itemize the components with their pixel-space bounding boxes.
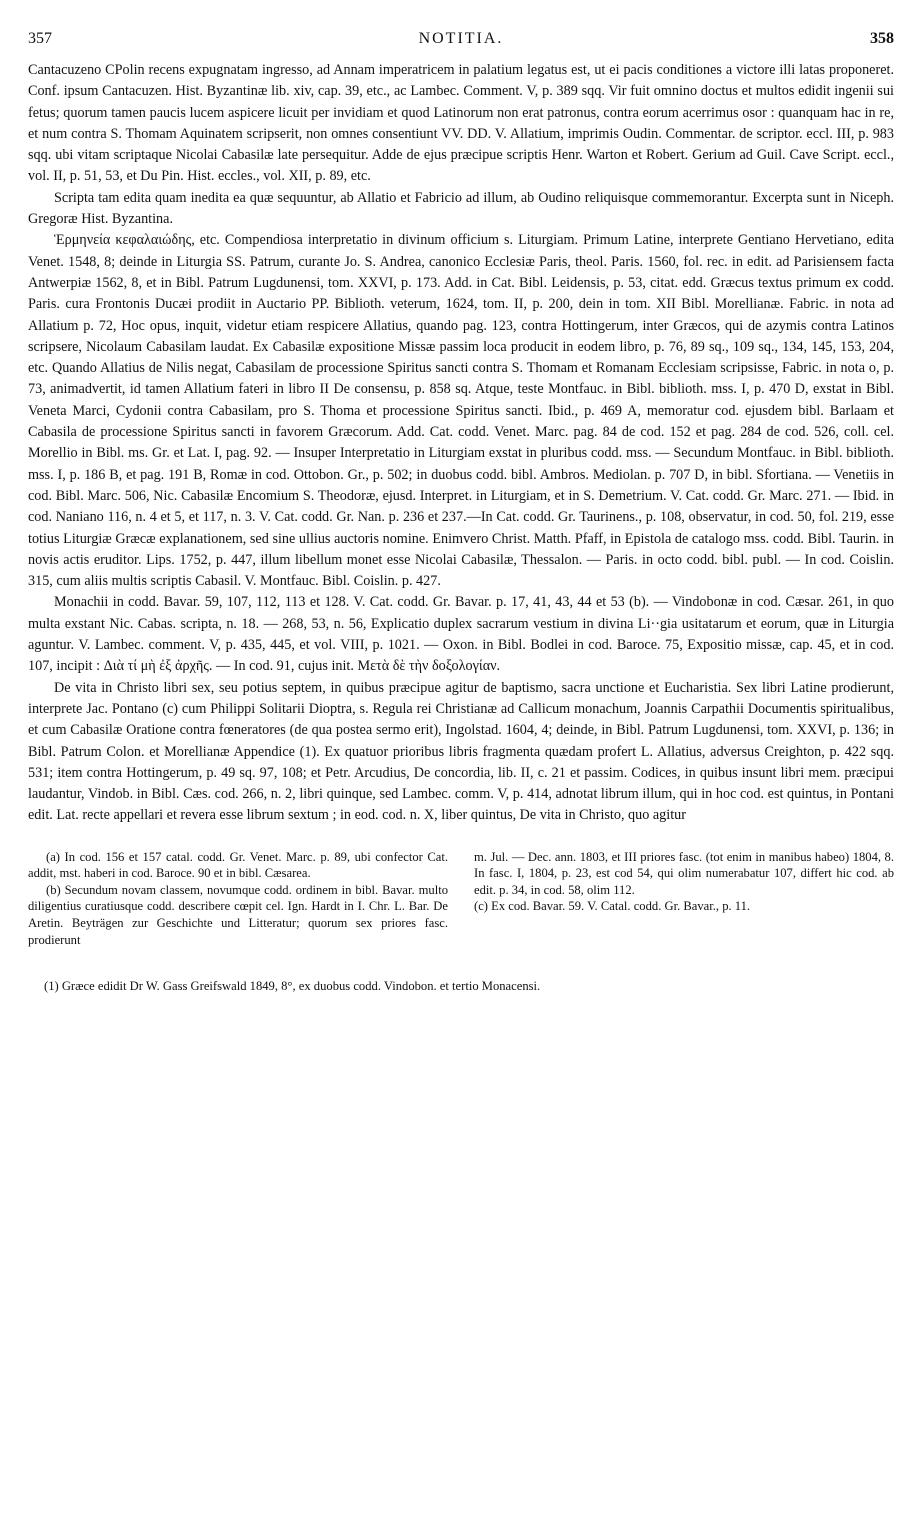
paragraph: Cantacuzeno CPolin recens expugnatam ingresso, ad Annam imperatricem in palatium legatus est, ut ei pacis conditiones a victore illi latas proponeret. Conf. ipsum Cantacuzen. Hist. Byzantinæ lib. xiv, cap. 39, etc., ac Lambec. Comment. V, p. 389 sqq. Vir fuit omnino doctus et multos edidit ingenii sui fetus; quorum tamen paucis lucem aspicere licuit per invidiam et quod Latinorum non erat patronus, contra eorum acerrimus osor : quanquam hac in re, et num contra S. Thomam Aquinatem scripserit, non omnes consentiunt VV. DD. V. Allatium, imprimis Oudin. Commentar. de scriptor. eccl. III, p. 983 sqq. ubi vitam scriptaque Nicolai Cabasilæ late persequitur. Adde de ejus præcipue scriptis Henr. Warton et Robert. Gerium ad Guil. Cave Script. eccl., vol. II, p. 51, 53, et Du Pin. Hist. eccles., vol. XII, p. 89, etc. (28, 62, 894, 185)
paragraph: Ἑρμηνεία κεφαλαιώδης, etc. Compendiosa interpretatio in divinum officium s. Liturgiam. Primum Latine, interprete Gentiano Hervetiano, edita Venet. 1548, 8; deinde in Liturgia SS. Patrum, curante Jo. S. Andrea, canonico Ecclesiæ Paris, theol. Paris. 1560, fol. rec. in edit. ad Parisiensem facta Antwerpiæ 1562, 8, et in Bibl. Patrum Lugdunensi, tom. XXVI, p. 173. Add. in Cat. Bibl. Leidensis, p. 53, citat. edd. Græcus textus primum ex codd. Paris. cura Frontonis Ducæi prodiit in Auctario PP. Biblioth. veterum, 1624, tom. II, p. 200, dein in tom. XII Bibl. Morellianæ. Fabric. in nota ad Allatium p. 72, Hoc opus, inquit, videtur etiam respicere Allatius, quando pag. 123, contra Hottingerum, inter Græcos, qui de azymis contra Latinos scripsere, Nicolaum Cabasilam laudat. Ex Cabasilæ expositione Missæ passim loca producit in eodem libro, p. 76, 89 sq., 109 sq., 134, 145, 153, 204, etc. Quando Allatius de Nilis negat, Cabasilam de processione Spiritus sancti contra S. Thomam et Romanam Ecclesiam scripsisse, Fabric. in nota o, p. 73, animadvertit, id tamen Allatium fateri in libro II De consensu, p. 858 sq. Atque, teste Montfauc. in Bibl. biblioth. mss. I, p. 470 D, exstat in Bibl. Veneta Marci, Cydonii contra Cabasilam, pro S. Thoma et processione Spiritus sancti. Ibid., p. 469 A, memoratur cod. ejusdem bibl. Barlaam et Cabasila de processione Spiritus sancti in favorem Græcorum. Add. Cat. codd. Venet. Marc. pag. 84 de cod. 152 et pag. 284 de cod. 526, coll. cel. Morellio in Bibl. ms. Gr. et Lat. I, pag. 92. — Insuper Interpretatio in Liturgiam exstat in pluribus codd. mss. — Secundum Montfauc. in Bibl. biblioth. mss. I, p. 186 B, et pag. 191 B, Romæ in cod. Ottobon. Gr., p. 502; in duobus codd. bibl. Ambros. Mediolan. p. 707 D, in bibl. Sfortiana. — Venetiis in cod. Bibl. Marc. 506, Nic. Cabasilæ Encomium S. Theodoræ, ejusd. Interpret. in Liturgiam, et in S. Demetrium. V. Cat. codd. Gr. Marc. 271. — Ibid. in cod. Naniano 116, n. 4 et 5, et 117, n. 3. V. Cat. codd. Gr. Nan. p. 236 et 237.—In Cat. codd. Gr. Taurinens., p. 108, observatur, in cod. 50, fol. 219, esse totius Liturgiæ Græcæ explanationem, sed sine ullius auctoris nomine. Enimvero Christ. Matth. Pfaff, in Epistola de catalogo mss. codd. Bibl. Taurin. in novis actis eruditor. Lips. 1752, p. 447, illum libellum monet esse Nicolai Cabasilæ, Thessalon. — Paris. in octo codd. bibl. publ. — In cod. Coislin. 315, cum aliis multis scriptis Cabasil. V. Montfauc. Bibl. Coislin. p. 427. (28, 232, 894, 590)
document-page (28, 30, 894, 995)
page-number-right: 358 (870, 30, 894, 47)
footnotes-left-column (28, 849, 448, 949)
footnote-c: (c) Ex cod. Bavar. 59. V. Catal. codd. Gr. Bavar., p. 11. (474, 899, 751, 914)
paragraph: De vita in Christo libri sex, seu potius septem, in quibus præcipue agitur de baptismo, sacra unctione et Eucharistia. Sex libri Latine prodierunt, interprete Jac. Pontano (c) cum Philippi Solitarii Dioptra, s. Regula rei Christianæ ad Callicum monachum, Joannis Carpathii Documentis spiritualibus, et cum Cabasilæ Oratione contra fœneratores (de qua postea sermo erit), Ingolstad. 1604, 4; deinde, in Bibl. Patrum Lugdunensi, tom. XXVI, p. 136; in Bibl. Patrum Colon. et Morellianæ Appendice (1). Ex quatuor prioribus libris fragmenta quædam profert L. Allatius, adversus Creighton, p. 422 sqq. 531; item contra Hottingerum, p. 49 sq. 97, 108; et Petr. Arcudius, De concordia, lib. II, c. 21 et passim. Codices, in quibus insunt libri mem. præcipui laudantur, Vindob. in Bibl. Cæs. cod. 266, n. 2, libri quinque, sed Lambec. comm. V, p. 414, adnotat librum illum, qui in hoc cod. est quintus, in Pontani edit. Lat. recte appellari et revera esse librum sextum ; in eod. cod. n. X, liber quintus, De vita in Christo, quo agitur (28, 679, 894, 824)
footnote-1: (1) Græce edidit Dr W. Gass Greifswald 1849, 8°, ex duobus codd. Vindobon. et tertio Monacensi. (44, 979, 541, 994)
footnotes-right-column (474, 849, 894, 949)
page-header (28, 30, 894, 60)
paragraph: Monachii in codd. Bavar. 59, 107, 112, 113 et 128. V. Cat. codd. Gr. Bavar. p. 17, 41, 43, 44 et 53 (b). — Vindobonæ in cod. Cæsar. 261, in quo multa exstant Nic. Cabas. scripta, n. 18. — 268, 53, n. 56, Explicatio duplex sacrarum vestium in divina Li··gia usitatarum et eorum, quæ in Liturgia aguntur. V. Lambec. comment. V, p. 435, 445, et vol. VIII, p. 1021. — Oxon. in Bibl. Bodlei in cod. Baroce. 75, Expositio missæ, cap. 45, et in cod. 107, incipit : Διὰ τί μὴ ἐξ ἀρχῆς. — In cod. 91, cujus init. Μετὰ δὲ τὴν δοξολογίαν. (28, 594, 894, 675)
main-text (28, 60, 894, 827)
paragraph: Scripta tam edita quam inedita ea quæ sequuntur, ab Allatio et Fabricio ad illum, ab Oudino reliquisque commemorantur. Excerpta sunt in Niceph. Gregoræ Hist. Byzantina. (28, 189, 894, 228)
footnote-b-continued: m. Jul. — Dec. ann. 1803, et III priores fasc. (tot enim in manibus habeo) 1804, 8. In fasc. I, 1804, p. 23, est cod 54, qui olim numerabatur 107, differt hic cod. ab edit. p. 34, in cod. 58, olim 112. (474, 849, 894, 897)
footnote-a: (a) In cod. 156 et 157 catal. codd. Gr. Venet. Marc. p. 89, ubi confector Cat. addit, mst. haberi in cod. Baroce. 90 et in bibl. Cæsarea. (28, 849, 448, 881)
running-title: NOTITIA. (418, 30, 504, 47)
page-number-left: 357 (28, 30, 52, 47)
footnotes (28, 849, 894, 949)
footnote-b: (b) Secundum novam classem, novumque codd. ordinem in bibl. Bavar. multo diligentius curatiusque codd. describere cœpit cel. Ign. Hardt in I. Chr. L. Bar. De Aretin. Beyträgen zur Geschichte und Litteratur; quorum sex priores fasc. prodierunt (28, 882, 448, 947)
